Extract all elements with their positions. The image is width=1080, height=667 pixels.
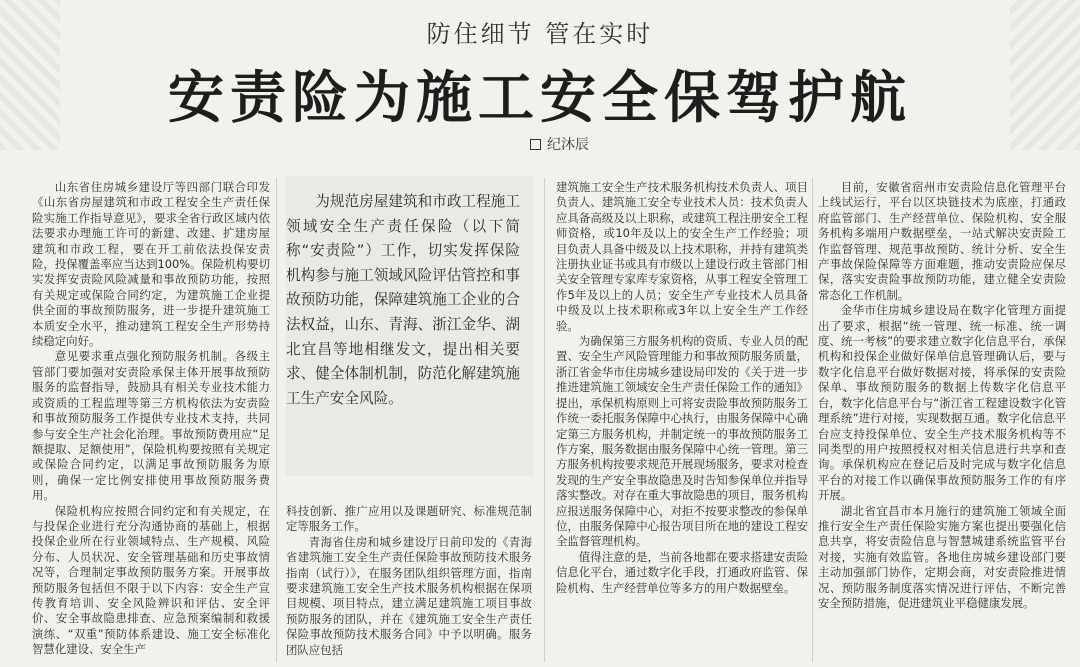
article-column-3 — [556, 180, 808, 660]
paragraph: 意见要求重点强化预防服务机制。各级主管部门要加强对安责险承保主体开展事故预防服务的监督指导，鼓励具有相关专业技术能力或资质的工程监理等第三方机构依法为安责险和事故预防服务工作提供专业技术支持，共同参与安全生产社会化治理。事故预防费用应“足额提取、足额使用”，保险机构要按照有关规定或保险合同约定，以满足事故预防服务为原则，确保一定比例安排使用事故预防服务费用。 — [32, 349, 270, 503]
paragraph: 建筑施工安全生产技术服务机构技术负责人、项目负责人、建筑施工安全专业技术人员：技术负责人应具备高级及以上职称，或建筑工程注册安全工程师资格，或10年及以上的安全生产工作经验；项目负责人具备中级及以上技术职称，并持有建筑类注册执业证书或具有市级以上建设行政主管部门相关安全管理专家库专家资格，从事工程安全管理工作5年及以上的人员；安全生产专业技术人员具备中级及以上技术职称或3年以上安全生产工作经验。 — [556, 180, 808, 333]
paragraph: 为确保第三方服务机构的资质、专业人员的配置、安全生产风险管理能力和事故预防服务质量，浙江省金华市住房城乡建设局印发的《关于进一步推进建筑施工领域安全生产责任保险工作的通知》提出，承保机构原则上可将安责险事故预防服务工作统一委托服务保障中心执行，由服务保障中心确定第三方服务机构，并制定统一的事故预防服务工作方案，服务数据由服务保障中心统一管理。第三方服务机构按要求规范开展现场服务，要求对检查发现的生产安全事故隐患及时告知参保单位并指导落实整改。对存在重大事故隐患的项目，服务机构应报送服务保障中心，对拒不按要求整改的参保单位，由服务保障中心报告项目所在地的建设工程安全监督管理机构。 — [556, 334, 808, 549]
author-name: 纪沐辰 — [547, 137, 589, 153]
column-divider — [812, 178, 813, 662]
paragraph: 保险机构应按照合同约定和有关规定，在与投保企业进行充分沟通协商的基础上，根据投保企业所在行业领域特点、生产规模、风险分布、人员状况、安全管理基础和历史事故情况等，合理制定事故预防服务方案。开展事故预防服务包括但不限于以下内容：安全生产宣传教育培训、安全风险辨识和评估、安全评价、安全事故隐患排查、应急预案编制和救援演练、“双重”预防体系建设、施工安全标准化智慧化建设、安全生产 — [32, 503, 270, 657]
paragraph: 值得注意的是，当前各地都在要求搭建安责险信息化平台，通过数字化手段，打通政府监管、保险机构、生产经营单位等多方的用户数据壁垒。 — [556, 549, 808, 595]
article-column-1 — [32, 180, 270, 660]
article-column-2 — [286, 504, 532, 664]
article-column-4 — [818, 180, 1066, 660]
article-kicker: 防住细节 管在实时 — [426, 20, 654, 48]
byline-square-icon — [530, 139, 541, 150]
pull-quote-text: 为规范房屋建筑和市政工程施工领域安全生产责任保险（以下简称“安责险”）工作，切实发挥保险机构参与施工领域风险评估管控和事故预防功能，保障建筑施工企业的合法权益，山东、青海、浙江金华、湖北宜昌等地相继发文，提出相关要求、健全体制机制，防范化解建筑施工生产安全风险。 — [286, 193, 520, 407]
article-headline: 安责险为施工安全保驾护航 — [168, 65, 912, 131]
paragraph: 青海省住房和城乡建设厅日前印发的《青海省建筑施工安全生产责任保险事故预防技术服务指南（试行）》，在服务团队组织管理方面，指南要求建筑施工安全生产技术服务机构根据在保项目规模、项目特点，建立满足建筑施工项目事故预防服务的团队，并在《建筑施工安全生产责任保险事故预防技术服务合同》中予以明确。服务团队应包括 — [286, 534, 532, 657]
paragraph: 湖北省宜昌市本月施行的建筑施工领域全面推行安全生产责任保险实施方案也提出要强化信息共享，将安责险信息与智慧城建系统监管平台对接，实施有效监管。各地住房城乡建设部门要主动加强部门协作，定期会商，对安责险推进情况、预防服务制度落实情况进行评估，不断完善安全预防措施，促进建筑业平稳健康发展。 — [818, 503, 1066, 610]
column-divider — [544, 178, 545, 662]
column-divider — [276, 178, 277, 662]
pull-quote — [286, 190, 520, 458]
paragraph: 目前，安徽省宿州市安责险信息化管理平台上线试运行，平台以区块链技术为底座，打通政府监管部门、生产经营单位、保险机构、安全服务机构多端用户数据壁垒，一站式解决安责险工作监督管理、规范事故预防、统计分析、安全生产事故保险保障等方面难题，推动安责险应保尽保，落实安责险事故预防功能，建立健全安责险常态化工作机制。 — [818, 180, 1066, 302]
paragraph: 山东省住房城乡建设厅等四部门联合印发《山东省房屋建筑和市政工程安全生产责任保险实施工作指导意见》，要求全省行政区域内依法要求办理施工许可的新建、改建、扩建房屋建筑和市政工程，要在开工前依法投保安责险，投保覆盖率应当达到100%。保险机构要切实发挥安责险风险减量和事故预防功能，按照有关规定或保险合同约定，为建筑施工企业提供全面的事故预防服务，进一步提升建筑施工本质安全水平，推动建筑工程安全生产形势持续稳定向好。 — [32, 180, 270, 349]
paragraph: 科技创新、推广应用以及课题研究、标准规范制定等服务工作。 — [286, 504, 532, 534]
paragraph: 金华市住房城乡建设局在数字化管理方面提出了要求，根据“统一管理、统一标准、统一调度、统一考核”的要求建立数字化信息平台，承保机构和投保企业做好保单信息管理确认后，要与数字化信息平台做好数据对接，将承保的安责险保单、事故预防服务的数据上传数字化信息平台，数字化信息平台与“浙江省工程建设数字化管理系统”进行对接，实现数据互通。数字化信息平台应支持投保单位、安全生产技术服务机构等不同类型的用户按照授权对相关信息进行共享和查询。承保机构应在登记后及时完成与数字化信息平台的对接工作以确保事故预防服务工作的有序开展。 — [818, 303, 1066, 503]
byline — [530, 134, 589, 154]
